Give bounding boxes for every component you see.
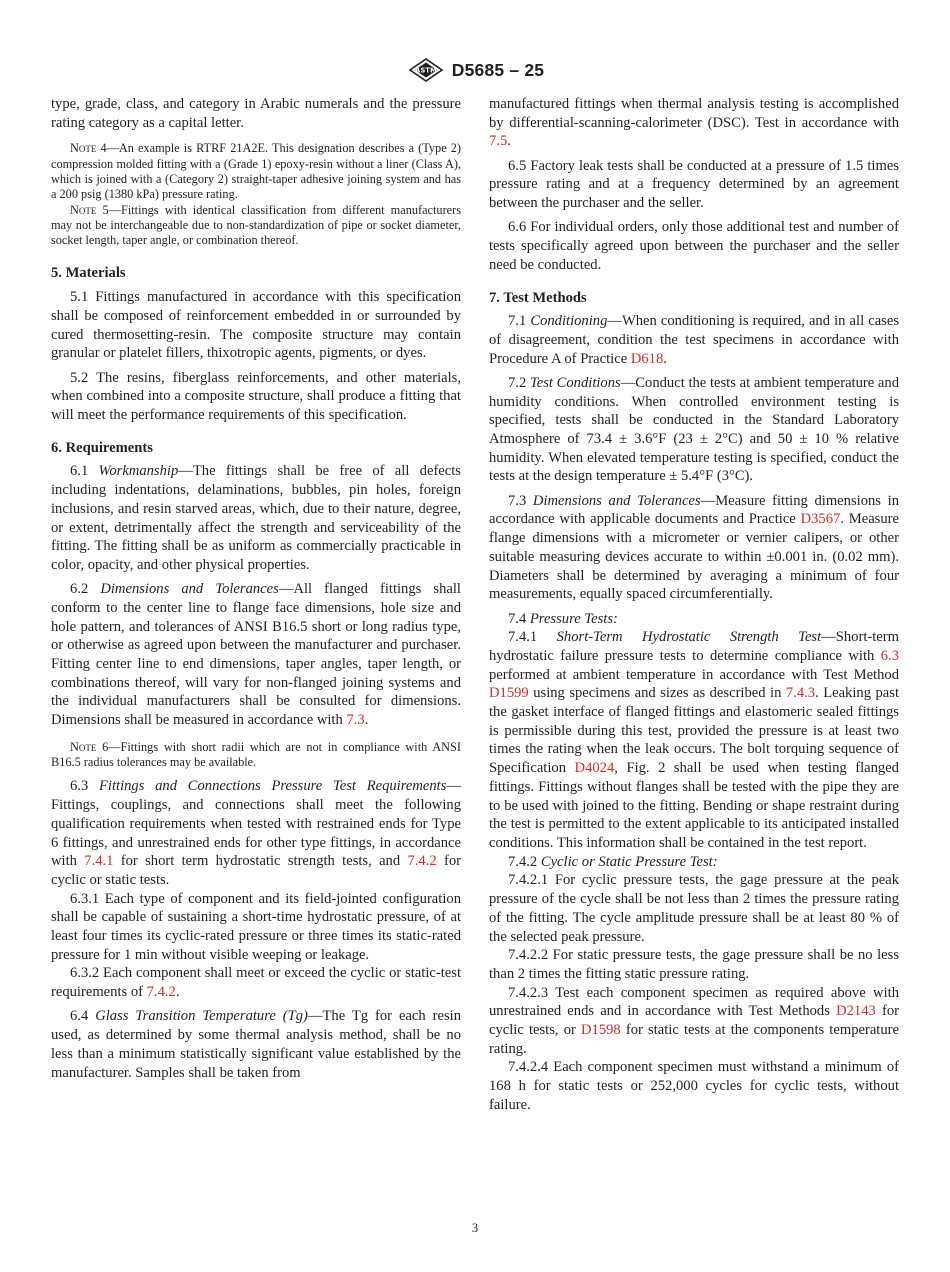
note-text: —An example is RTRF 21A2E. This designation describes a (Type 2) compression molded fitting with a (Grade 1) epoxy-resin without a liner (Class A), which is joined with a (Category 2) straight-taper adhesive joining system and has a 200 psig (1380 kPa) pressure rating. (51, 141, 461, 202)
clause-text: , Fig. 2 shall be used when testing flanged fittings. Fittings without flanges shall be tested with the pipe they are to be used with joined to the fitting. Bending or shape restraint during the test is permitted to the extent applicable to its anticipated installed conditions. This information shall be contained in the test report. (489, 760, 899, 851)
paragraph-6-6: 6.6 For individual orders, only those additional test and number of tests specifically agreed upon between the purchaser and the seller need be conducted. (489, 219, 899, 273)
clause-title: Glass Transition Temperature (Tg) (95, 1008, 308, 1025)
clause-text: for short term hydrostatic strength tests, and (113, 853, 408, 870)
clause-text: 6.3.2 Each component shall meet or exceed the cyclic or static-test requirements of (51, 965, 461, 1001)
clause-text: for static tests at the components temperature rating. (489, 1022, 899, 1057)
paragraph-6-1 (51, 462, 461, 574)
note-4 (51, 141, 461, 202)
clause-end: . (507, 133, 511, 150)
paragraph-5-1: 5.1 Fittings manufactured in accordance with this specification shall be composed of reinforcement embedded in or surrounded by cured thermosetting-resin. The composite structure may contain granular or platelet fillers, thixotropic agents, pigments, or dyes. (51, 289, 461, 362)
left-column (51, 95, 461, 1088)
link-d618[interactable]: D618 (630, 350, 664, 367)
note-text: —Fittings with identical classification from different manufacturers may not be interchangeable due to non-standardization of pipe or socket diameter, socket length, taper angle, or combination thereof. (51, 202, 461, 248)
clause-text: —The Tg for each resin used, as determined by some thermal analysis method, shall be no less than a minimum statistically significant value established by the manufacturer. Samples shall be taken from (51, 1008, 462, 1081)
link-d2143[interactable]: D2143 (836, 1003, 876, 1020)
clause-title: Workmanship (98, 463, 179, 480)
clause-title: Short-Term Hydrostatic Strength Test (556, 629, 822, 646)
note-text: —Fittings with short radii which are not in compliance with ANSI B16.5 radius tolerances may be available. (51, 739, 461, 770)
section-heading-test-methods: 7. Test Methods (489, 289, 587, 306)
link-d3567[interactable]: D3567 (800, 511, 841, 528)
clause-text: —Measure fitting dimensions in accordance with applicable documents and Practice (489, 492, 899, 528)
paragraph-7-4-1 (489, 628, 899, 852)
clause-end: for cyclic or static tests. (51, 853, 461, 888)
clause-title: Dimensions and Tolerances (532, 492, 701, 509)
clause-number: 6.1 (70, 463, 99, 480)
clause-text: —Fittings, couplings, and connections shall meet the following qualification requirements when tested with restrained ends for Type 6 fittings, and unrestrained ends for other type fittings, in accordance with (51, 778, 461, 870)
clause-text: —All flanged fittings shall conform to the center line to flange face dimensions, hole size and hole pattern, and tolerances of ANSI B16.5 short or long radius type, or otherwise as agreed upon between the manufacturer and purchaser. Fitting center line to end dimensions, taper angles, taper length, or combinations thereof, will vary for non-flanged joining systems and the individual manufacturers shall be consulted for dimensions. Dimensions shall be measured in accordance with (51, 581, 461, 729)
document-id: D5685 – 25 (451, 59, 545, 80)
paragraph-7-4-2-4: 7.4.2.4 Each component specimen must withstand a minimum of 168 h for static tests or 252,000 cycles for cyclic tests, without failure. (489, 1059, 899, 1113)
paragraph-6-3-1: 6.3.1 Each type of component and its field-jointed configuration shall be capable of sustaining a short-time hydrostatic pressure, of at least four times its cyclic-rated pressure or three times its static-rated pressure for 1 min without visible weeping or leakage. (51, 890, 461, 963)
clause-text: . Measure flange dimensions with a micrometer or vernier calipers, or other suitable measuring devices accurate to within ±0.001 in. (0.02 mm). Diameters shall be determined by averaging a minimum of four measurements, equally spaced circumferentially. (489, 511, 899, 603)
right-column (489, 95, 899, 1115)
note-label: Note 5 (70, 202, 109, 217)
svg-text:ASTM: ASTM (414, 66, 437, 75)
clause-text: manufactured fittings when thermal analysis testing is accomplished by differential-scanning-calorimeter (DSC). Test in accordance with (489, 96, 899, 131)
paragraph-7-4 (489, 610, 899, 629)
clause-end: . (364, 712, 369, 729)
paragraph-6-4 (51, 1007, 461, 1082)
clause-number: 7.4 (508, 610, 530, 627)
link-7-4-2[interactable]: 7.4.2 (407, 853, 437, 870)
paragraph-6-3 (51, 777, 461, 889)
astm-logo-icon (406, 58, 446, 82)
note-label: Note 4 (70, 141, 107, 156)
link-d4024[interactable]: D4024 (574, 760, 615, 777)
paragraph-continuation (489, 95, 899, 151)
clause-number: 7.1 (508, 313, 531, 330)
paragraph-7-1 (489, 312, 899, 368)
section-heading-requirements: 6. Requirements (51, 439, 153, 456)
clause-title: Fittings and Connections Pressure Test Requirements (98, 778, 447, 795)
clause-text: performed at ambient temperature in accordance with Test Method (489, 666, 899, 683)
clause-title: Conditioning (530, 313, 608, 330)
clause-text: —When conditioning is required, and in all cases of disagreement, condition the test specimens in accordance with Procedure A of Practice (489, 313, 900, 367)
clause-number: 7.4.2 (508, 853, 541, 870)
clause-number: 7.4.1 (508, 629, 557, 646)
clause-title: Dimensions and Tolerances (100, 581, 279, 598)
clause-text: —The fittings shall be free of all defects including indentations, delaminations, bubbles, pin holes, foreign inclusions, and resin starved areas, which, due to their nature, degree, or extent, detrimentally affect the strength and serviceability of the fitting. The fitting shall be as uniform as commercially practicable in color, opacity, and other physical properties. (51, 463, 461, 573)
paragraph-7-4-2 (489, 853, 899, 872)
paragraph-5-2: 5.2 The resins, fiberglass reinforcements, and other materials, when combined into a composite structure, shall produce a fitting that will meet the performance requirements of this specification. (51, 369, 461, 423)
link-7-4-3[interactable]: 7.4.3 (785, 685, 816, 702)
clause-text: 7.4.2.3 Test each component specimen as required above with unrestrained ends and in accordance with Test Methods (489, 984, 899, 1020)
note-6 (51, 740, 461, 771)
link-7-4-1[interactable]: 7.4.1 (84, 853, 114, 870)
section-heading-materials: 5. Materials (51, 265, 126, 282)
paragraph-7-4-2-3 (489, 984, 899, 1059)
clause-text: for cyclic tests, or (489, 1003, 899, 1039)
paragraph-7-4-2-2: 7.4.2.2 For static pressure tests, the gage pressure shall be no less than 2 times the fitting static pressure rating. (489, 947, 899, 982)
clause-end: . (663, 350, 667, 367)
clause-title: Cyclic or Static Pressure Test: (540, 853, 718, 870)
clause-text: using specimens and sizes as described in (528, 685, 786, 702)
clause-number: 7.3 (508, 492, 533, 509)
paragraph-7-3 (489, 492, 899, 604)
note-5 (51, 203, 461, 249)
clause-number: 7.2 (508, 374, 530, 391)
clause-text: —Conduct the tests at ambient temperature and humidity conditions. When controlled environment testing is specified, tests shall be conducted in the Standard Laboratory Atmosphere of 73.4 ± 3.6°F (23 ± 2°C) and 50 ± 10 % relative humidity. When elevated temperature testing is specified, conduct the tests at the design temperature ± 5.4°F (3°C). (489, 374, 900, 485)
clause-text: —Short-term hydrostatic failure pressure tests to determine compliance with (489, 629, 899, 664)
paragraph-7-4-2-1: 7.4.2.1 For cyclic pressure tests, the gage pressure at the peak pressure of the cycle shall be not less than 2 times the pressure rating of the fitting. The cycle amplitude pressure shall be at least 80 % of the selected peak pressure. (489, 872, 899, 945)
link-7-3[interactable]: 7.3 (346, 712, 365, 729)
page-number: 3 (471, 1221, 479, 1235)
paragraph-7-2 (489, 374, 899, 486)
clause-end: . (175, 984, 180, 1001)
page-header (0, 57, 950, 83)
link-d1599[interactable]: D1599 (489, 685, 529, 702)
clause-number: 6.4 (70, 1008, 96, 1025)
clause-number: 6.3 (70, 778, 99, 795)
note-label: Note 6 (70, 739, 109, 754)
link-6-3[interactable]: 6.3 (880, 647, 899, 664)
paragraph-continuation: type, grade, class, and category in Arabic numerals and the pressure rating category as a capital letter. (51, 96, 461, 131)
clause-number: 6.2 (70, 581, 101, 598)
link-d1598[interactable]: D1598 (581, 1022, 621, 1039)
clause-text: . Leaking past the gasket interface of flanged fittings and elastomeric sealed fittings is permissible during this test, provided the pressure is at least two times the rating when the leak occurs. The bolt torquing sequence of Specification (489, 685, 899, 777)
paragraph-6-3-2 (51, 964, 461, 1001)
clause-title: Test Conditions (529, 374, 621, 391)
clause-title: Pressure Tests: (529, 610, 618, 627)
link-7-5[interactable]: 7.5 (489, 133, 508, 150)
link-7-4-2[interactable]: 7.4.2 (146, 984, 176, 1001)
paragraph-6-5: 6.5 Factory leak tests shall be conducted at a pressure of 1.5 times pressure rating and at a frequency determined by an agreement between the purchaser and the seller. (489, 157, 899, 212)
paragraph-6-2 (51, 580, 461, 730)
